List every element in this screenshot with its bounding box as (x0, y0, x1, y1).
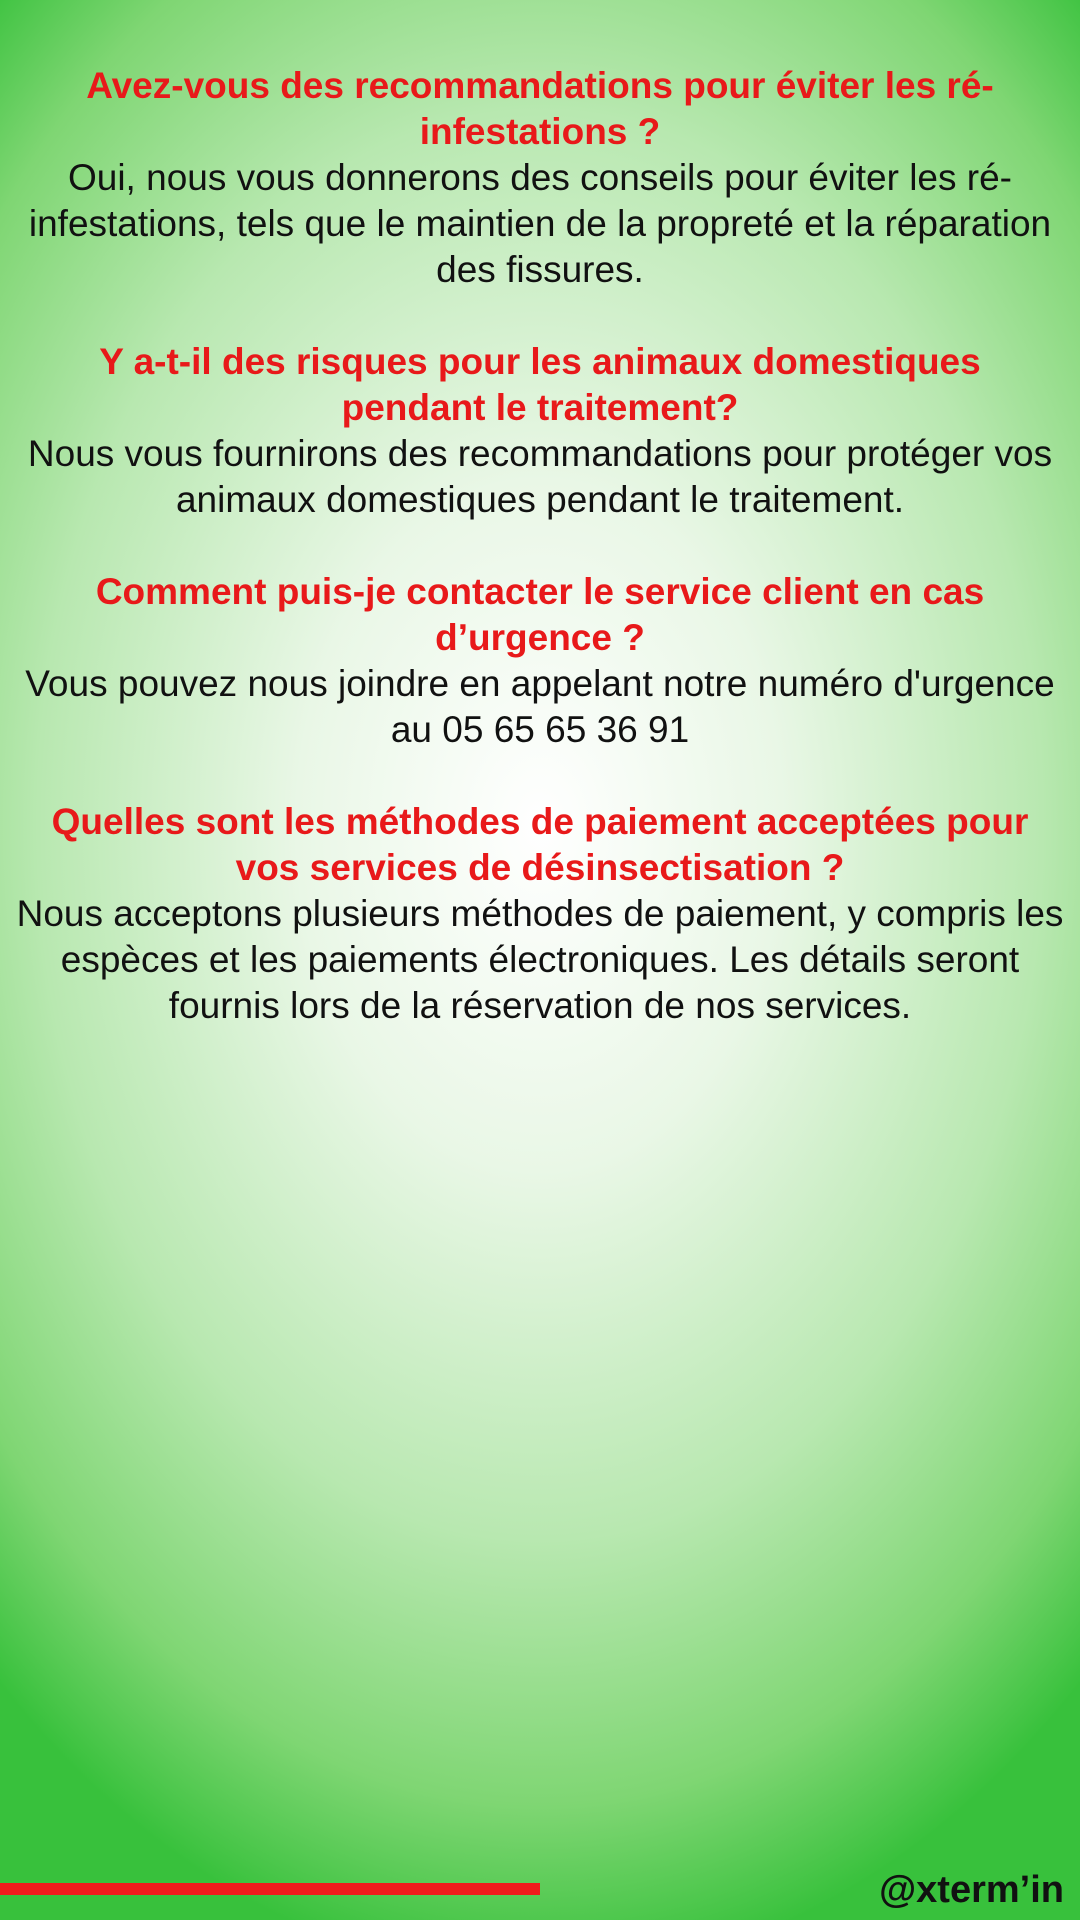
faq-item-pets (14, 339, 1066, 523)
faq-answer: Nous acceptons plusieurs méthodes de paiement, y compris les espèces et les paiements électroniques. Les détails seront fournis lors de la réservation de nos services. (16, 893, 1064, 1026)
faq-question: Quelles sont les méthodes de paiement acceptées pour vos services de désinsectisation ? (51, 801, 1029, 888)
accent-bar (0, 1883, 540, 1895)
faq-item-contact (14, 569, 1066, 753)
faq-item-payment (14, 799, 1066, 1029)
faq-item-reinfestation (14, 63, 1066, 293)
faq-question: Y a-t-il des risques pour les animaux domestiques pendant le traitement? (99, 341, 981, 428)
faq-list (14, 63, 1066, 1075)
faq-answer: Oui, nous vous donnerons des conseils pour éviter les ré-infestations, tels que le maintien de la propreté et la réparation des fissures. (28, 157, 1052, 290)
faq-question: Avez-vous des recommandations pour éviter les ré-infestations ? (86, 65, 994, 152)
faq-answer: Nous vous fournirons des recommandations pour protéger vos animaux domestiques pendant le traitement. (27, 433, 1053, 520)
faq-answer: Vous pouvez nous joindre en appelant notre numéro d'urgence au 05 65 65 36 91 (25, 663, 1055, 750)
faq-question: Comment puis-je contacter le service client en cas d’urgence ? (95, 571, 985, 658)
brand-handle: @xterm’in (879, 1869, 1064, 1911)
